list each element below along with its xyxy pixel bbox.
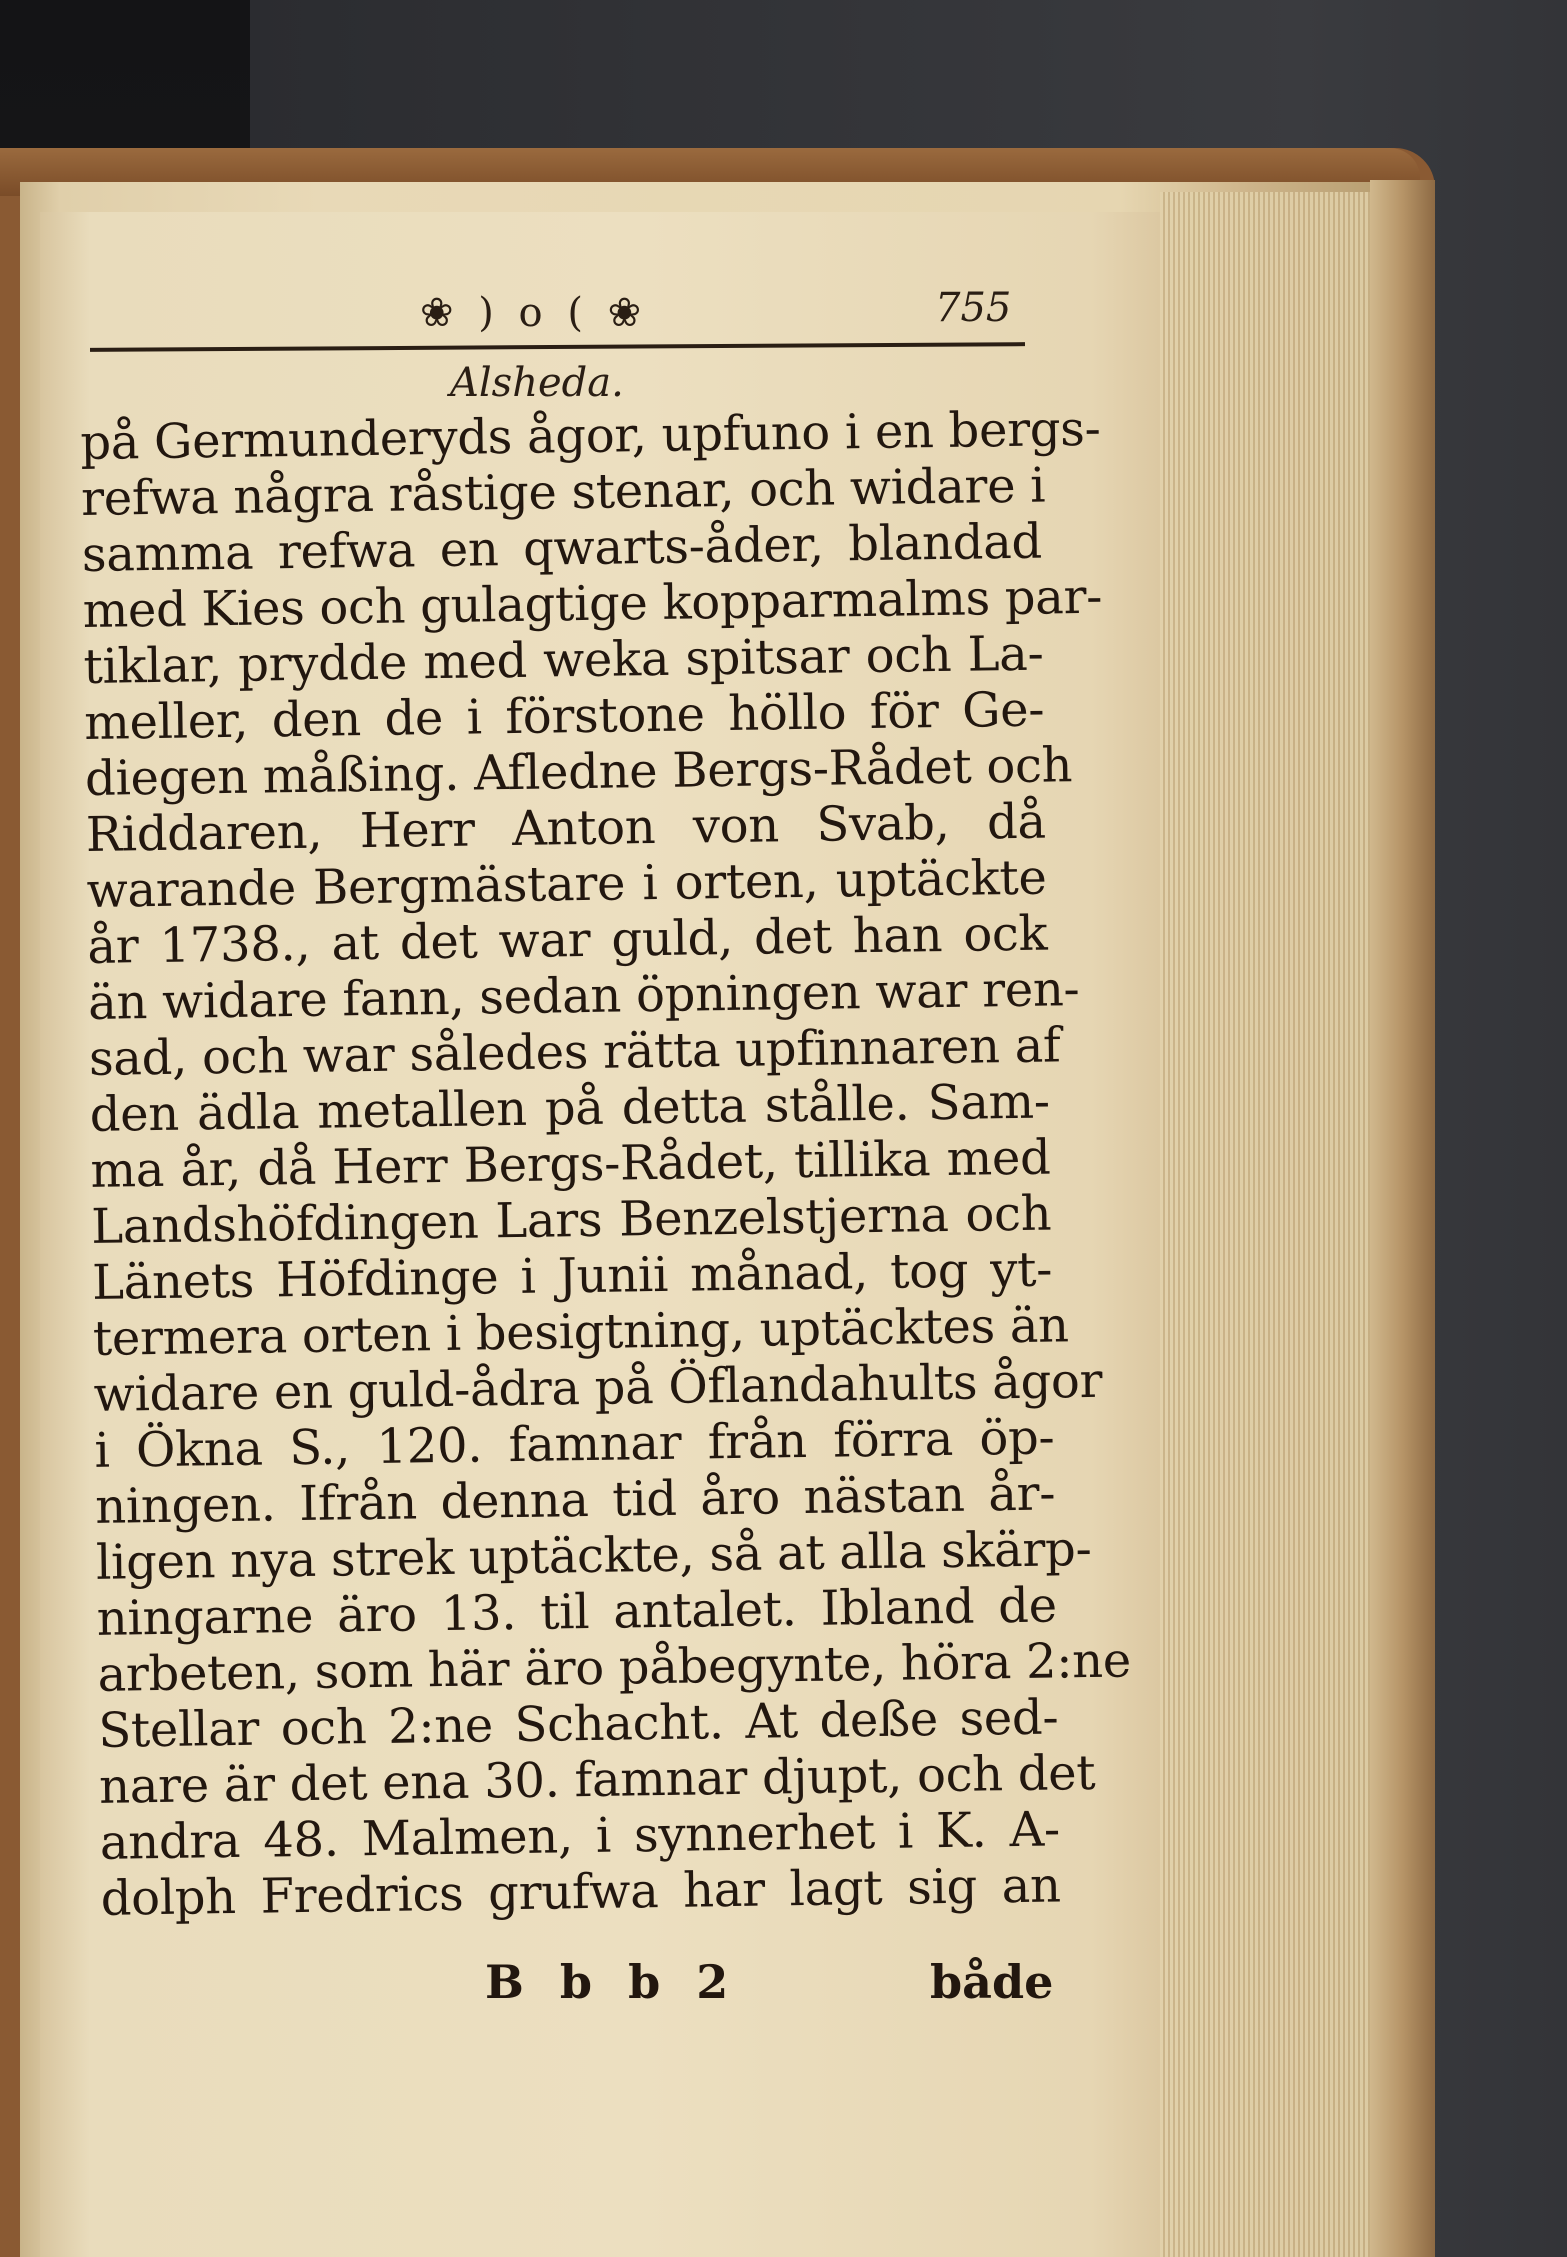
text-line: Landshöfdingen Lars Benzelstjerna och [90, 1185, 1052, 1255]
page-fore-edge [1160, 192, 1370, 2257]
text-line: termera orten i besigtning, uptäcktes än [92, 1297, 1070, 1367]
text-line: widare en guld-ådra på Öflandahults ågor [93, 1352, 1103, 1423]
text-line: Stellar och 2:ne Schacht. At deße sed- [97, 1689, 1059, 1759]
text-line: andra 48. Malmen, i synnerhet i K. A- [99, 1801, 1061, 1871]
text-line: tiklar, prydde med weka spitsar och La- [83, 625, 1044, 695]
text-line: samma refwa en qwarts-åder, blandad [81, 513, 1043, 583]
text-line: år 1738., at det war guld, det han ock [87, 905, 1048, 975]
text-line: arbeten, som här äro påbegynte, höra 2:ne [97, 1632, 1132, 1703]
text-line: meller, den de i förstone höllo för Ge- [83, 681, 1045, 751]
text-line: ningen. Ifrån denna tid åro nästan år- [94, 1465, 1056, 1535]
text-line: dolph Fredrics grufwa har lagt sig an [100, 1857, 1062, 1927]
text-line: warande Bergmästare i orten, uptäckte [86, 849, 1047, 919]
page-number: 755 [935, 285, 1012, 331]
text-line: Riddaren, Herr Anton von Svab, då [85, 793, 1047, 863]
text-line: den ädla metallen på detta stålle. Sam- [89, 1073, 1051, 1143]
text-line: ningarne äro 13. til antalet. Ibland de [96, 1577, 1058, 1647]
text-line: Länets Höfdinge i Junii månad, tog yt- [91, 1241, 1053, 1311]
text-line: sad, och war således rätta upfinnaren af [88, 1017, 1061, 1087]
text-line: än widare fann, sedan öpningen war ren- [87, 961, 1080, 1031]
book-edge [1370, 180, 1435, 2257]
text-line: ligen nya strek uptäckte, så at alla skärp- [95, 1520, 1092, 1591]
text-line: diegen måßing. Afledne Bergs-Rådet och [84, 737, 1073, 807]
section-title: Alsheda. [450, 360, 624, 406]
signature-mark: B b b 2 [485, 1955, 739, 2009]
text-line: ma år, då Herr Bergs-Rådet, tillika med [90, 1129, 1051, 1199]
running-head: ❀ ) o ( ❀ [420, 290, 648, 336]
body-text [80, 400, 1132, 1927]
text-line: med Kies och gulagtige kopparmalms par- [82, 568, 1103, 639]
text-line: i Ökna S., 120. famnar från förra öp- [94, 1409, 1055, 1479]
text-line: på Germunderyds ågor, upfuno i en bergs- [80, 400, 1101, 471]
text-line: nare är det ena 30. famnar djupt, och det [98, 1744, 1096, 1815]
text-line: refwa några råstige stenar, och widare i [80, 457, 1046, 527]
catchword: både [930, 1955, 1054, 2009]
